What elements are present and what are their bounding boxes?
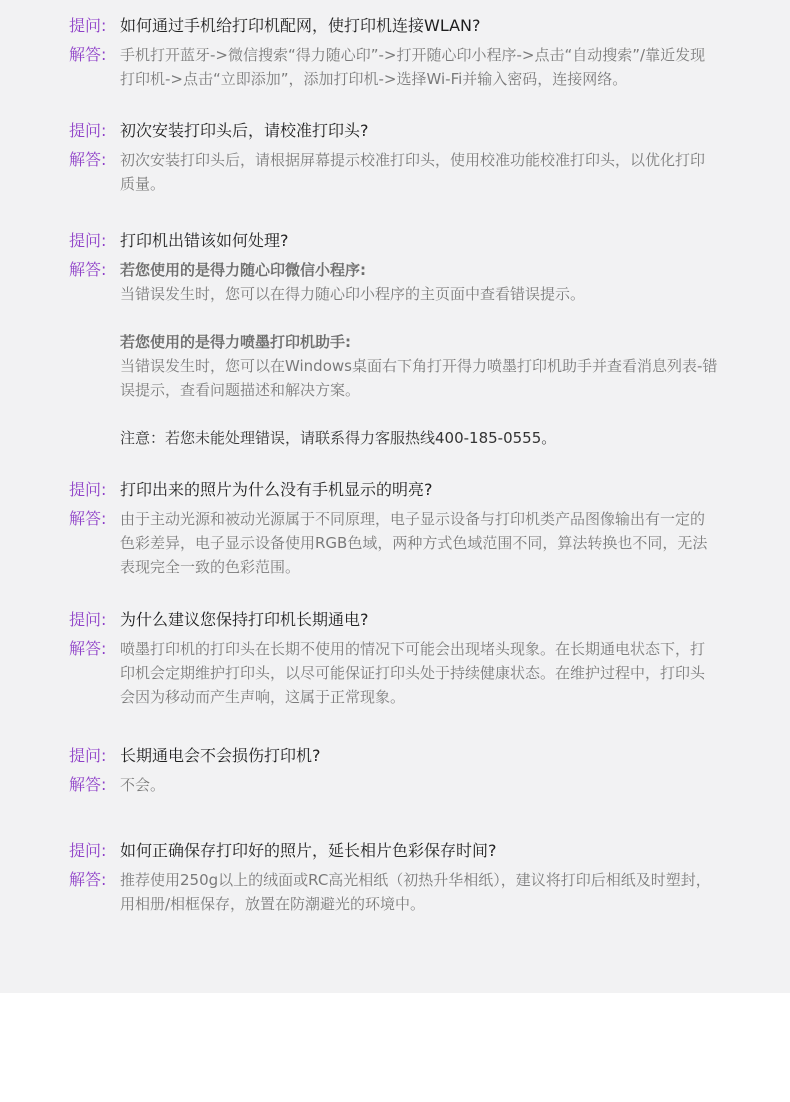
question-label: 提问: xyxy=(69,480,107,499)
answer-text xyxy=(120,148,720,196)
answer-row xyxy=(0,507,790,579)
answer-line: 推荐使用250g以上的绒面或RC高光相纸（初热升华相纸），建议将打印后相纸及时塑封， xyxy=(120,871,711,889)
answer-row xyxy=(0,773,790,797)
answer-label: 解答: xyxy=(69,509,107,528)
answer-text xyxy=(120,43,720,91)
question-label: 提问: xyxy=(69,16,107,35)
faq-item xyxy=(0,839,790,916)
answer-label: 解答: xyxy=(69,775,107,794)
answer-subheading: 若您使用的是得力喷墨打印机助手: xyxy=(120,333,352,351)
faq-item xyxy=(0,608,790,709)
question-text: 打印出来的照片为什么没有手机显示的明亮? xyxy=(120,480,433,499)
answer-text xyxy=(120,507,720,579)
question-row xyxy=(0,608,790,632)
question-row xyxy=(0,14,790,38)
faq-item xyxy=(0,14,790,91)
answer-label: 解答: xyxy=(69,45,107,64)
answer-line: 印机会定期维护打印头，以尽可能保证打印头处于持续健康状态。在维护过程中，打印头 xyxy=(120,664,706,682)
question-label: 提问: xyxy=(69,841,107,860)
question-label: 提问: xyxy=(69,121,107,140)
answer-line: 误提示，查看问题描述和解决方案。 xyxy=(120,381,361,399)
question-text: 长期通电会不会损伤打印机? xyxy=(120,746,321,765)
answer-text xyxy=(120,637,720,709)
answer-line: 质量。 xyxy=(120,175,166,193)
answer-line: 喷墨打印机的打印头在长期不使用的情况下可能会出现堵头现象。在长期通电状态下，打 xyxy=(120,640,706,658)
answer-label: 解答: xyxy=(69,260,107,279)
answer-line: 手机打开蓝牙->微信搜索“得力随心印”->打开随心印小程序->点击“自动搜索”/靠近发现 xyxy=(120,46,706,64)
question-label: 提问: xyxy=(69,231,107,250)
answer-line: 当错误发生时，您可以在得力随心印小程序的主页面中查看错误提示。 xyxy=(120,285,586,303)
answer-text xyxy=(120,258,720,450)
answer-line: 当错误发生时，您可以在Windows桌面右下角打开得力喷墨打印机助手并查看消息列表-错 xyxy=(120,357,718,375)
question-text: 如何正确保存打印好的照片，延长相片色彩保存时间? xyxy=(120,841,497,860)
answer-row xyxy=(0,148,790,196)
answer-line: 由于主动光源和被动光源属于不同原理，电子显示设备与打印机类产品图像输出有一定的 xyxy=(120,510,706,528)
question-text: 为什么建议您保持打印机长期通电? xyxy=(120,610,369,629)
answer-text xyxy=(120,868,720,916)
answer-label: 解答: xyxy=(69,150,107,169)
answer-label: 解答: xyxy=(69,870,107,889)
faq-item xyxy=(0,119,790,196)
answer-row xyxy=(0,43,790,91)
answer-line: 初次安装打印头后，请根据屏幕提示校准打印头，使用校准功能校准打印头，以优化打印 xyxy=(120,151,706,169)
answer-line: 表现完全一致的色彩范围。 xyxy=(120,558,301,576)
question-text: 如何通过手机给打印机配网，使打印机连接WLAN? xyxy=(120,16,481,35)
faq-item xyxy=(0,744,790,797)
paragraph-gap xyxy=(120,402,720,426)
question-text: 初次安装打印头后，请校准打印头? xyxy=(120,121,369,140)
answer-line: 会因为移动而产生声响，这属于正常现象。 xyxy=(120,688,406,706)
support-hotline-note: 注意：若您未能处理错误，请联系得力客服热线400-185-0555。 xyxy=(120,429,557,447)
question-row xyxy=(0,744,790,768)
question-row xyxy=(0,229,790,253)
faq-item xyxy=(0,229,790,450)
answer-label: 解答: xyxy=(69,639,107,658)
question-row xyxy=(0,839,790,863)
answer-line: 打印机->点击“立即添加”，添加打印机->选择Wi-Fi并输入密码，连接网络。 xyxy=(120,70,628,88)
question-row xyxy=(0,478,790,502)
answer-line: 色彩差异，电子显示设备使用RGB色域，两种方式色域范围不同，算法转换也不同，无法 xyxy=(120,534,708,552)
answer-row xyxy=(0,868,790,916)
question-text: 打印机出错该如何处理? xyxy=(120,231,289,250)
question-label: 提问: xyxy=(69,746,107,765)
answer-subheading: 若您使用的是得力随心印微信小程序: xyxy=(120,261,367,279)
answer-row xyxy=(0,258,790,450)
question-row xyxy=(0,119,790,143)
answer-text xyxy=(120,773,720,797)
faq-item xyxy=(0,478,790,579)
paragraph-gap xyxy=(120,306,720,330)
answer-line: 不会。 xyxy=(120,776,166,794)
answer-line: 用相册/相框保存，放置在防潮避光的环境中。 xyxy=(120,895,426,913)
answer-row xyxy=(0,637,790,709)
question-label: 提问: xyxy=(69,610,107,629)
